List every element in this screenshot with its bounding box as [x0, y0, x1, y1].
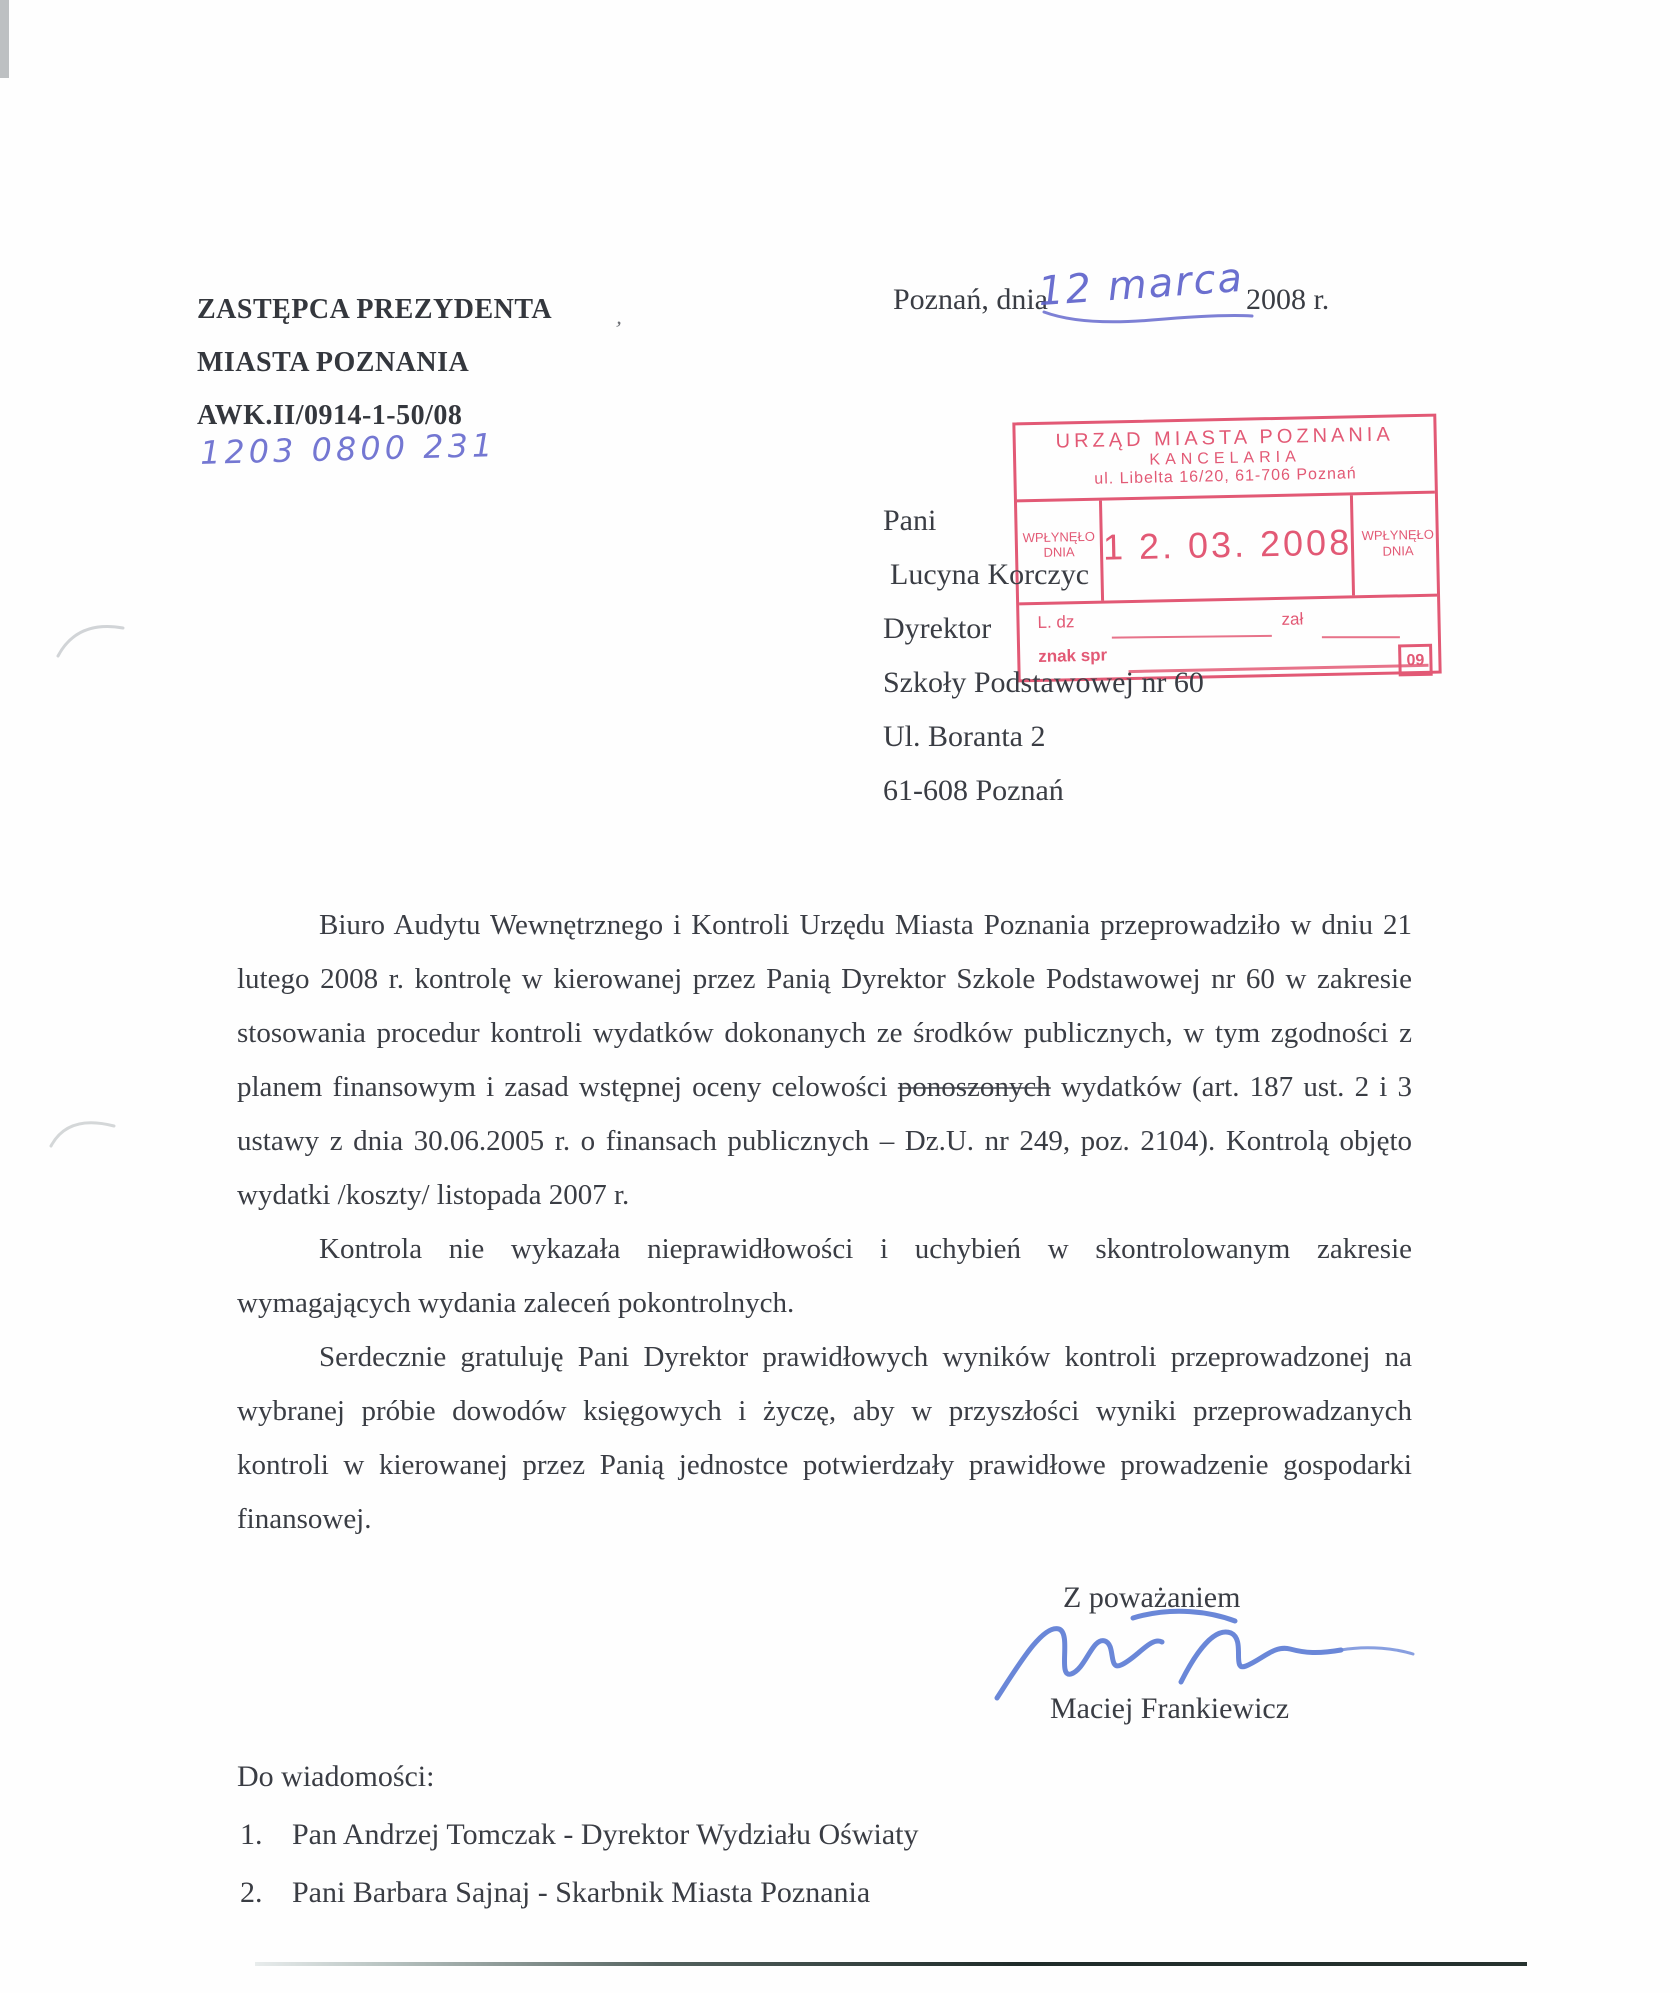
pencil-mark-bottom [48, 1110, 118, 1154]
signer-name: Maciej Frankiewicz [1050, 1692, 1290, 1725]
stamp-znak-label: znak spr [1038, 645, 1108, 666]
sender-title-line-1: ZASTĘPCA PREZYDENTA [197, 294, 553, 325]
scan-bottom-line [255, 1962, 1527, 1966]
dateline-year: 2008 r. [1245, 283, 1330, 316]
paragraph-1-text-b: wydatków (art. 187 ust. 2 i 3 ustawy z dnia 30.06.2005 r. o finansach publicznych – Dz.U. nr 249, poz. 2104). Kontrolą objęto wydatki /koszty/ listopada 2007 r. [237, 1071, 1413, 1211]
closing-salutation: Z poważaniem [1063, 1581, 1241, 1614]
paragraph-1-text-a: Biuro Audytu Wewnętrznego i Kontroli Urzędu Miasta Poznania przeprowadziło w dniu 21 lutego 2008 r. kontrolę w kierowanej przez Panią Dyrektor Szkole Podstawowej nr 60 w zakresie stosowania procedur kontroli wydatków dokonanych ze środków publicznych, w tym zgodności z planem finansowym i zasad wstępnej oceny celowości [237, 909, 1412, 1103]
recipient-block [883, 494, 1204, 818]
stamp-office-name: URZĄD MIASTA POZNANIA [1055, 423, 1394, 453]
paragraph-3: Serdecznie gratuluję Pani Dyrektor prawidłowych wyników kontroli przeprowadzonej na wybranej próbie dowodów księgowych i życzę, aby w przyszłości wyniki przeprowadzanych kontroli w kierowanej przez Panią jednostce potwierdzały prawidłowe prowadzenie gospodarki finansowej. [237, 1341, 1412, 1535]
recipient-line: 61-608 Poznań [883, 774, 1064, 807]
recipient-line: Szkoły Podstawowej nr 60 [883, 666, 1204, 699]
stray-mark: ʼ [611, 315, 624, 342]
stamp-number-box: 09 [1398, 644, 1433, 677]
sender-handwritten-number: 1203 0800 231 [199, 426, 497, 472]
stamp-office-dept: KANCELARIA [1149, 448, 1301, 469]
cc-item-text: Pan Andrzej Tomczak - Dyrektor Wydziału Oświaty [292, 1818, 919, 1851]
scan-edge-artifact [0, 0, 9, 78]
letter-body [237, 898, 1412, 1546]
stamp-received-right [1350, 494, 1443, 596]
sender-block [197, 283, 552, 442]
paragraph-1-struck-word: ponoszonych [897, 1071, 1051, 1103]
recipient-line: Dyrektor [883, 612, 992, 645]
cc-item [240, 1876, 870, 1910]
pencil-mark-top [55, 616, 127, 662]
cc-item-number: 1. [240, 1818, 263, 1851]
cc-item-number: 2. [240, 1876, 263, 1909]
paragraph-1 [237, 898, 1412, 1222]
stamp-received-left-word2: DNIA [1043, 544, 1075, 560]
signature-scribble [985, 1602, 1417, 1706]
cc-item-text: Pani Barbara Sajnaj - Skarbnik Miasta Poznania [292, 1876, 871, 1909]
sender-reference: AWK.II/0914-1-50/08 [197, 400, 463, 431]
cc-item [240, 1818, 918, 1852]
stamp-office-address: ul. Libelta 16/20, 61-706 Poznań [1094, 465, 1357, 488]
paragraph-2: Kontrola nie wykazała nieprawidłowości i uchybień w skontrolowanym zakresie wymagających wydania zaleceń pokontrolnych. [237, 1233, 1412, 1319]
stamp-received-right-word2: DNIA [1382, 543, 1414, 559]
sender-title-line-2: MIASTA POZNANIA [197, 347, 470, 378]
stamp-received-right-word1: WPŁYNĘŁO [1361, 526, 1435, 544]
recipient-line: Ul. Boranta 2 [883, 720, 1046, 753]
dateline-place: Poznań, dnia [893, 283, 1048, 316]
stamp-ldz-label: L. dz [1037, 612, 1075, 632]
cc-heading: Do wiadomości: [237, 1760, 435, 1793]
handwritten-date-tail [1042, 300, 1257, 328]
stamp-zal-line [1322, 636, 1400, 638]
stamp-received-left-word1: WPŁYNĘŁO [1022, 528, 1096, 546]
recipient-line: Pani [883, 504, 937, 537]
stamp-header [1015, 417, 1435, 503]
recipient-line: Lucyna Korczyc [890, 558, 1090, 591]
stamp-date: 1 2. 03. 2008 [1102, 521, 1353, 568]
handwritten-date: 12 marca [1036, 254, 1246, 316]
stamp-zal-label: zał [1281, 609, 1304, 629]
